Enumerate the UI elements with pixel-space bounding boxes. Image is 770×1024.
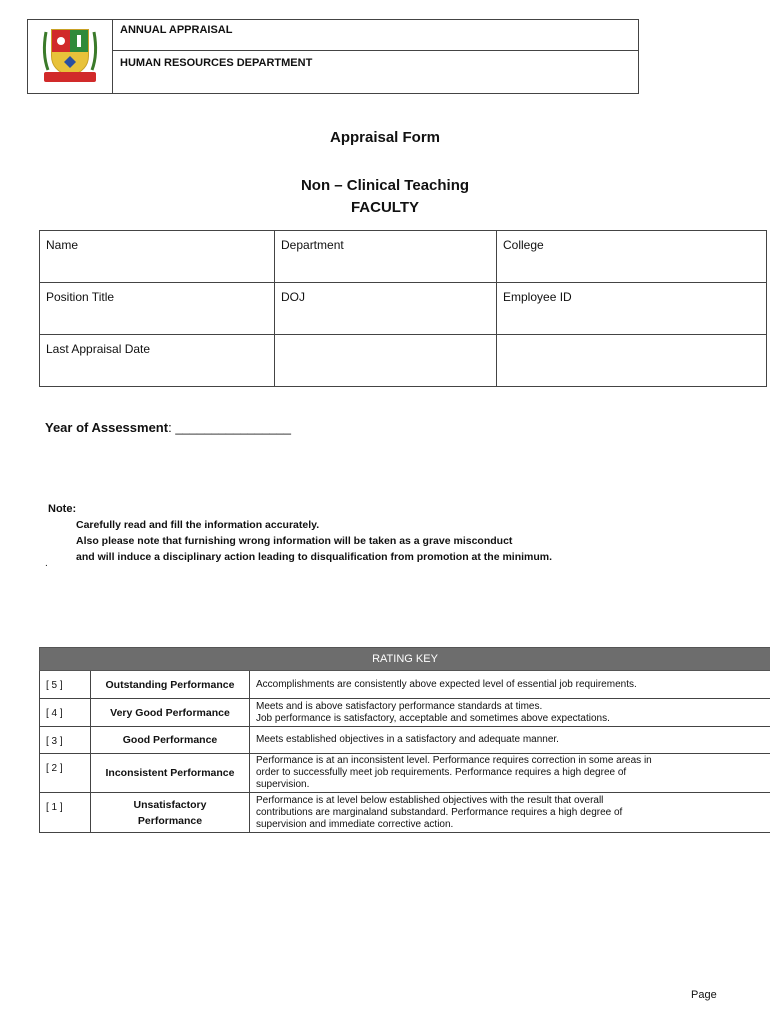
rating-row — [40, 793, 770, 833]
rating-score: [ 4 ] — [40, 699, 91, 727]
form-subtitle: Non – Clinical Teaching — [300, 177, 470, 194]
college-field[interactable]: College — [497, 231, 767, 283]
description-line: order to successfully meet job requirements. Performance requires a high degree of — [256, 767, 627, 778]
description-line: Job performance is satisfactory, acceptable and sometimes above expectations. — [256, 712, 610, 724]
rating-label: Inconsistent Performance — [91, 754, 250, 793]
rating-key-table — [39, 647, 770, 833]
description-line: contributions are marginaland substandard. Performance requires a high degree of — [256, 806, 623, 818]
rating-row — [40, 671, 770, 699]
rating-label-line: Unsatisfactory — [133, 798, 207, 811]
last-appraisal-date-field[interactable]: Last Appraisal Date — [40, 335, 275, 387]
rating-score: [ 3 ] — [40, 727, 91, 754]
document-header — [27, 19, 639, 94]
form-category: FACULTY — [350, 199, 420, 216]
position-title-field[interactable]: Position Title — [40, 283, 275, 335]
empty-cell[interactable] — [275, 335, 497, 387]
description-line: Performance is at an inconsistent level. Performance requires correction in some areas in — [256, 755, 652, 766]
rating-description — [250, 671, 770, 699]
header-department: HUMAN RESOURCES DEPARTMENT — [120, 57, 313, 69]
rating-row — [40, 727, 770, 754]
logo-cell — [28, 20, 113, 93]
header-row-department — [113, 51, 638, 93]
rating-row — [40, 754, 770, 793]
rating-description — [250, 793, 770, 833]
stray-mark: . — [45, 558, 48, 569]
note-line: and will induce a disciplinary action leading to disqualification from promotion at the minimum. — [76, 551, 553, 563]
employee-id-field[interactable]: Employee ID — [497, 283, 767, 335]
page-footer: Page — [691, 989, 717, 1001]
rating-description — [250, 699, 770, 727]
year-of-assessment — [45, 420, 291, 435]
description-line: supervision and immediate corrective action. — [256, 818, 454, 830]
rating-key-title: RATING KEY — [40, 648, 770, 671]
assessment-blank[interactable]: : ________________ — [168, 420, 291, 435]
rating-description — [250, 754, 770, 793]
description-line: Accomplishments are consistently above expected level of essential job requirements. — [256, 678, 637, 690]
employee-info-table — [39, 230, 767, 387]
header-row-appraisal — [113, 20, 638, 51]
department-field[interactable]: Department — [275, 231, 497, 283]
college-crest-logo — [38, 26, 102, 86]
description-line: Meets established objectives in a satisfactory and adequate manner. — [256, 734, 559, 745]
rating-label: Good Performance — [91, 727, 250, 754]
note-line: Carefully read and fill the information accurately. — [76, 519, 320, 531]
rating-label: Outstanding Performance — [91, 671, 250, 699]
rating-label — [91, 793, 250, 833]
rating-label-line: Performance — [137, 814, 203, 827]
rating-row — [40, 699, 770, 727]
header-title: ANNUAL APPRAISAL — [120, 24, 233, 36]
assessment-label: Year of Assessment — [45, 420, 169, 435]
rating-label: Very Good Performance — [91, 699, 250, 727]
empty-cell[interactable] — [497, 335, 767, 387]
name-field[interactable]: Name — [40, 231, 275, 283]
description-line: Performance is at level below established objectives with the result that overall — [256, 794, 604, 806]
rating-description — [250, 727, 770, 754]
rating-score: [ 5 ] — [40, 671, 91, 699]
description-line: Meets and is above satisfactory performance standards at times. — [256, 700, 543, 712]
note-line: Also please note that furnishing wrong information will be taken as a grave misconduct — [76, 535, 513, 547]
rating-score: [ 2 ] — [40, 754, 91, 793]
rating-score: [ 1 ] — [40, 793, 91, 833]
doj-field[interactable]: DOJ — [275, 283, 497, 335]
note-label: Note: — [48, 503, 77, 515]
description-line: supervision. — [256, 779, 310, 790]
form-title: Appraisal Form — [329, 129, 441, 146]
